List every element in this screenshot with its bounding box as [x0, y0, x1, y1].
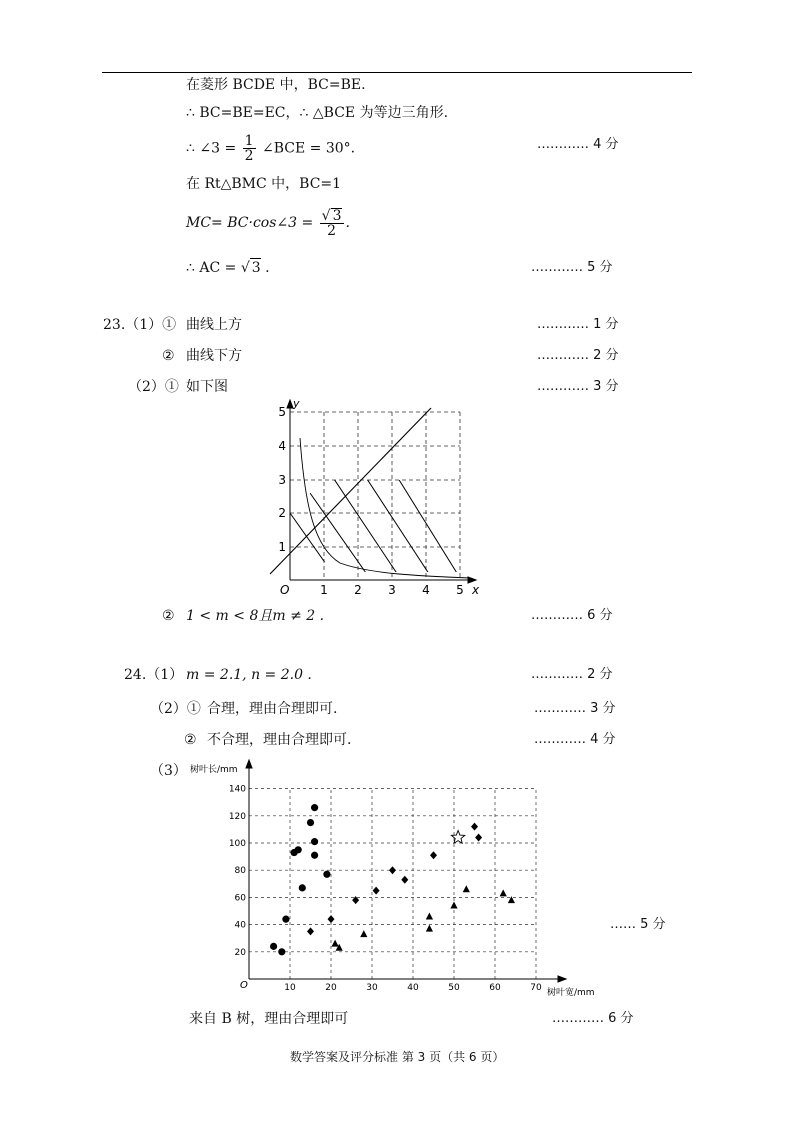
point-star	[451, 831, 464, 844]
q24-p3-label: （3）	[150, 763, 187, 779]
graph-grid	[290, 412, 460, 580]
q23-points-1: ………… 1 分	[537, 317, 619, 332]
y-tick: 2	[278, 506, 286, 520]
y-tick-label: 100	[228, 839, 246, 849]
q22-sqrt3-over-2	[320, 208, 344, 238]
point-diamond	[328, 915, 335, 923]
scatter-x-axis-label: 树叶宽/mm	[547, 988, 595, 998]
point-diamond	[430, 851, 437, 859]
point-triangle	[463, 885, 470, 892]
q22-points-5: ………… 5 分	[531, 260, 613, 275]
q24-p2a-label: （2）①	[150, 701, 201, 717]
x-tick-label: 30	[366, 983, 378, 993]
point-triangle	[332, 940, 339, 947]
point-diamond	[401, 876, 408, 884]
x-tick-label: 40	[407, 983, 419, 993]
line-y-equals-x-plus-1	[270, 408, 431, 574]
q23-p2a-label: （2）①	[128, 379, 179, 395]
q24-scatter-chart	[190, 758, 610, 1003]
scatter-points	[270, 804, 515, 955]
point-diamond	[389, 866, 396, 874]
y-tick-label: 40	[234, 920, 246, 931]
q22-line1: 在菱形 BCDE 中，BC=BE.	[186, 77, 366, 93]
q22-line3	[186, 134, 355, 163]
point-diamond	[307, 927, 314, 935]
q23-p2b-label: ②	[162, 608, 175, 624]
q23-p1b-text: 曲线下方	[186, 348, 242, 364]
y-tick: 5	[278, 405, 286, 419]
q22-line2: ∴ BC=BE=EC，∴ △BCE 为等边三角形.	[186, 105, 449, 121]
y-tick: 4	[278, 439, 286, 453]
x-tick-label: 70	[530, 983, 542, 993]
fraction-denominator: 2	[244, 148, 254, 164]
fraction-numerator: √ 3	[321, 208, 342, 224]
point-triangle	[450, 902, 457, 909]
x-tick-label: 60	[489, 983, 501, 993]
scatter-y-ticks	[229, 785, 246, 958]
y-tick: 1	[278, 540, 286, 554]
scatter-x-ticks	[284, 983, 542, 993]
q22-line5-prefix: MC= BC·cos∠3 =	[186, 215, 314, 231]
sqrt-radicand: 3	[251, 260, 261, 276]
y-tick-labels	[278, 405, 286, 554]
scatter-axes	[246, 760, 566, 982]
point-circle	[311, 838, 318, 845]
point-triangle	[426, 925, 433, 932]
point-diamond	[475, 834, 482, 842]
q22-line5: MC= BC·cos∠3 = $\frac{√ 3}{2}$ .	[186, 208, 350, 239]
fraction-denominator: 2	[327, 223, 337, 239]
point-circle	[270, 943, 277, 950]
q23-p1a-text: 曲线上方	[186, 317, 242, 333]
sqrt-radicand: 3	[332, 208, 342, 224]
q24-p2b-text: 不合理，理由合理即可.	[207, 732, 352, 748]
point-diamond	[373, 887, 380, 895]
point-circle	[311, 852, 318, 859]
x-tick: 3	[388, 583, 396, 597]
q23-p2b-text: 1 < m < 8且m ≠ 2 .	[186, 608, 325, 624]
q23-points-2: ………… 2 分	[537, 348, 619, 363]
q22-line6-prefix: ∴ AC =	[186, 260, 237, 276]
scatter-y-axis-label: 树叶长/mm	[190, 765, 238, 775]
q23-p2a-text: 如下图	[186, 379, 228, 395]
y-tick-label: 20	[234, 947, 246, 958]
scatter-origin-label: O	[240, 980, 248, 991]
x-tick-labels	[320, 583, 464, 597]
point-diamond	[471, 823, 478, 831]
point-triangle	[500, 889, 507, 896]
x-tick-label: 10	[284, 983, 296, 993]
point-triangle	[360, 930, 367, 937]
point-circle	[311, 804, 318, 811]
top-rule	[102, 72, 692, 73]
q24-p1-text: m = 2.1, n = 2.0 .	[186, 667, 312, 683]
y-tick: 3	[278, 473, 286, 487]
x-tick: 2	[354, 583, 362, 597]
x-tick-label: 50	[448, 983, 460, 993]
curve-hyperbola	[300, 438, 470, 578]
y-tick-label: 80	[234, 866, 246, 877]
scatter-grid	[249, 789, 536, 979]
q23-points-3: ………… 3 分	[537, 379, 619, 394]
y-axis-label: y	[293, 398, 300, 410]
graph-axes	[287, 400, 476, 583]
q22-line4: 在 Rt△BMC 中，BC=1	[186, 176, 342, 192]
point-triangle	[426, 912, 433, 919]
x-tick-label: 20	[325, 983, 337, 993]
q24-p2b-label: ②	[184, 732, 197, 748]
y-tick-label: 140	[228, 784, 246, 795]
origin-label: O	[280, 583, 290, 597]
q22-line3-suffix: ∠BCE = 30°.	[262, 140, 356, 157]
q22-line3-prefix: ∴ ∠3 =	[186, 140, 237, 157]
page-footer: 数学答案及评分标准 第 3 页（共 6 页）	[290, 1050, 505, 1064]
q23-points-6: ………… 6 分	[531, 608, 613, 623]
y-tick-label: 60	[234, 893, 246, 904]
q24-p2a-text: 合理，理由合理即可.	[207, 701, 338, 717]
x-tick: 1	[320, 583, 328, 597]
q23-function-graph	[260, 398, 490, 598]
q22-points-4: ………… 4 分	[537, 137, 619, 152]
y-tick-label: 120	[228, 811, 246, 822]
q22-half-fraction	[243, 134, 256, 163]
q24-points-6: ………… 6 分	[552, 1011, 634, 1026]
point-circle	[278, 948, 285, 955]
point-circle	[307, 819, 314, 826]
point-circle	[323, 871, 330, 878]
q24-points-2: ………… 2 分	[531, 667, 613, 682]
point-circle	[299, 884, 306, 891]
point-circle	[282, 916, 289, 923]
x-tick: 4	[422, 583, 430, 597]
x-axis-label: x	[472, 583, 480, 597]
q23-p1a-label: 23.（1）①	[103, 317, 177, 333]
x-tick: 5	[456, 583, 464, 597]
q24-points-3: ………… 3 分	[534, 701, 616, 716]
q24-p1-label: 24.（1）	[124, 667, 184, 683]
q24-conclusion: 来自 B 树，理由合理即可	[189, 1011, 349, 1027]
q23-p1b-label: ②	[162, 348, 175, 364]
q24-points-5: …… 5 分	[610, 917, 666, 932]
q22-line6: ∴ AC = √ 3 .	[186, 260, 270, 276]
q24-points-4: ………… 4 分	[534, 732, 616, 747]
point-circle	[295, 846, 302, 853]
fraction-numerator: 1	[244, 133, 254, 149]
